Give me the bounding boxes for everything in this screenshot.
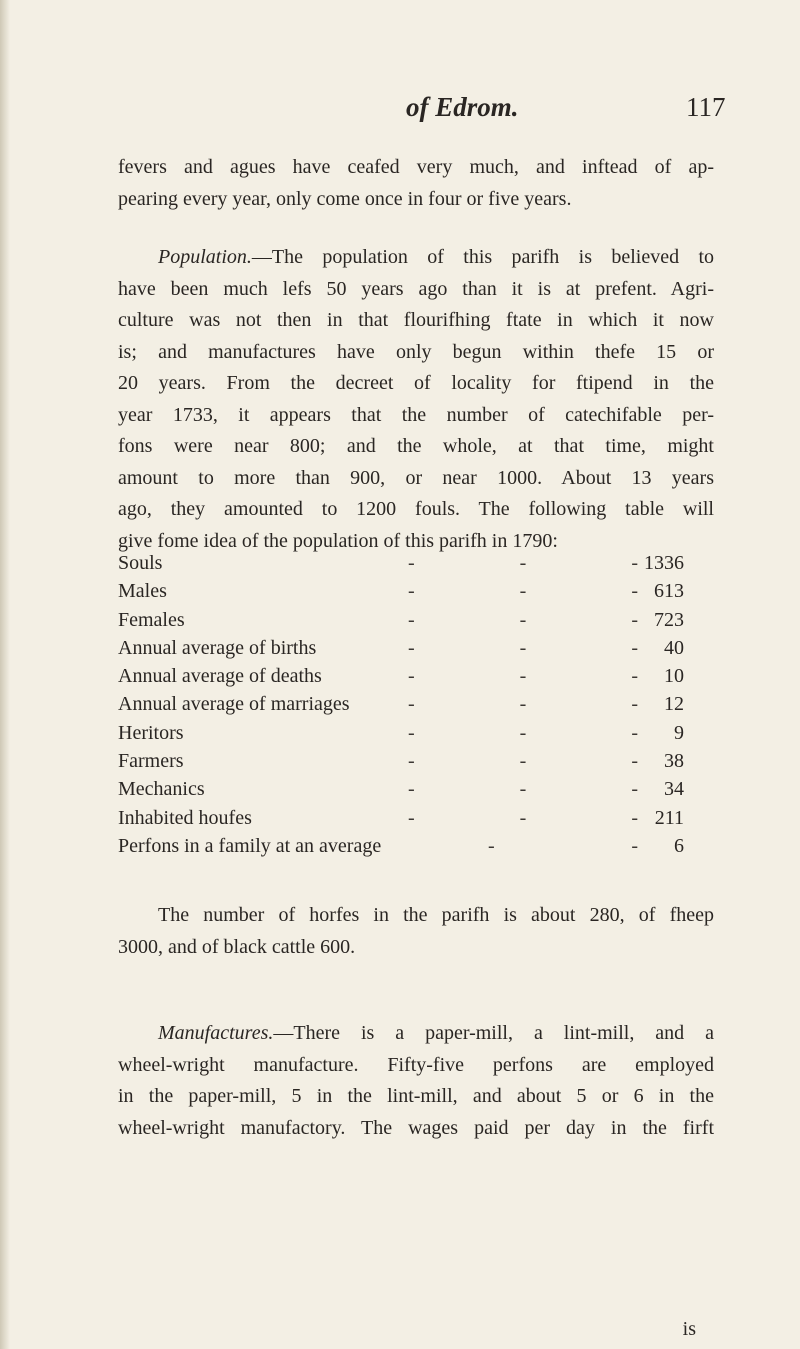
page-number: 117 [686,92,726,122]
row-label: Perfons in a family at an average [118,834,382,857]
manufactures-paragraph [118,1018,714,1144]
text-line: give fome idea of the population of this parifh in 1790: [118,529,558,552]
table-row [118,693,714,721]
page-header [0,92,800,132]
leader-dashes: - - - [408,778,638,801]
row-value: 10 [664,665,684,688]
table-row [118,637,714,665]
text-line: 20 years. From the decreet of locality for ftipend in the [118,372,714,394]
leader-dashes: - - - [408,806,638,829]
text-line: pearing every year, only come once in four or five years. [118,187,572,210]
text-line: wheel-wright manufactory. The wages paid per day in the firft [118,1116,714,1139]
leader-dashes: - - - [408,552,638,574]
row-value: 34 [664,778,684,801]
table-row [118,750,714,778]
population-table [118,552,714,863]
row-label: Mechanics [118,778,205,801]
row-label: Annual average of births [118,636,317,659]
text-line: in the paper-mill, 5 in the lint-mill, and about 5 or 6 in the [118,1085,714,1107]
row-value: 38 [664,750,684,773]
row-label: Females [118,608,185,631]
row-value: 723 [654,608,684,631]
row-value: 1336 [644,552,684,574]
table-row [118,778,714,806]
text-fragment: —There is a paper-mill, a lint-mill, and a [273,1022,714,1044]
text-line: wheel-wright manufacture. Fifty-five perfons are employed [118,1053,714,1076]
page-binding-edge [0,0,10,1349]
livestock-paragraph [118,900,714,963]
row-value: 6 [674,834,684,857]
text-line: is; and manufactures have only begun within thefe 15 or [118,340,714,363]
text-line [118,1018,714,1050]
row-label: Farmers [118,750,184,773]
text-line: year 1733, it appears that the number of catechifable per- [118,403,714,426]
table-row [118,807,714,835]
leader-dashes: - - - [408,580,638,603]
row-label: Annual average of deaths [118,665,322,688]
opening-paragraph [118,152,714,215]
running-head: of Edrom. [406,92,519,122]
leader-dashes: - - - [408,721,638,744]
row-value: 12 [664,693,684,716]
row-label: Heritors [118,721,184,744]
table-row [118,552,714,580]
text-line: culture was not then in that flourifhing ftate in which it now [118,309,714,331]
text-line [118,242,714,274]
text-line: 3000, and of black cattle 600. [118,935,356,958]
text-line: The number of horfes in the parifh is about 280, of fheep [158,904,714,926]
text-line: ago, they amounted to 1200 fouls. The following table will [118,498,714,520]
row-value: 9 [674,721,684,744]
leader-dashes: - - - [408,665,638,688]
leader-dashes: - - - [408,636,638,659]
catchword-line [118,1314,714,1346]
population-paragraph [118,242,714,557]
text-line: amount to more than 900, or near 1000. About 13 years [118,466,714,489]
table-row [118,835,714,863]
manufactures-heading: Manufactures. [158,1022,274,1044]
row-label: Annual average of marriages [118,693,350,716]
text-line: fevers and agues have ceafed very much, and inftead of ap- [118,156,714,178]
leader-dashes: - - [488,834,638,857]
leader-dashes: - - - [408,608,638,631]
population-heading: Population. [158,246,252,268]
text-line: fons were near 800; and the whole, at that time, might [118,435,714,457]
leader-dashes: - - - [408,750,638,773]
table-row [118,580,714,608]
table-row [118,609,714,637]
row-value: 40 [664,636,684,659]
leader-dashes: - - - [408,693,638,716]
row-label: Inhabited houfes [118,806,252,829]
row-label: Souls [118,552,163,574]
row-value: 211 [654,806,684,829]
text-line: have been much lefs 50 years ago than it is at prefent. Agri- [118,277,714,300]
catchword: is [682,1318,696,1340]
row-value: 613 [654,580,684,603]
table-row [118,665,714,693]
row-label: Males [118,580,167,603]
table-row [118,722,714,750]
text-fragment: —The population of this parifh is believed to [251,246,714,268]
